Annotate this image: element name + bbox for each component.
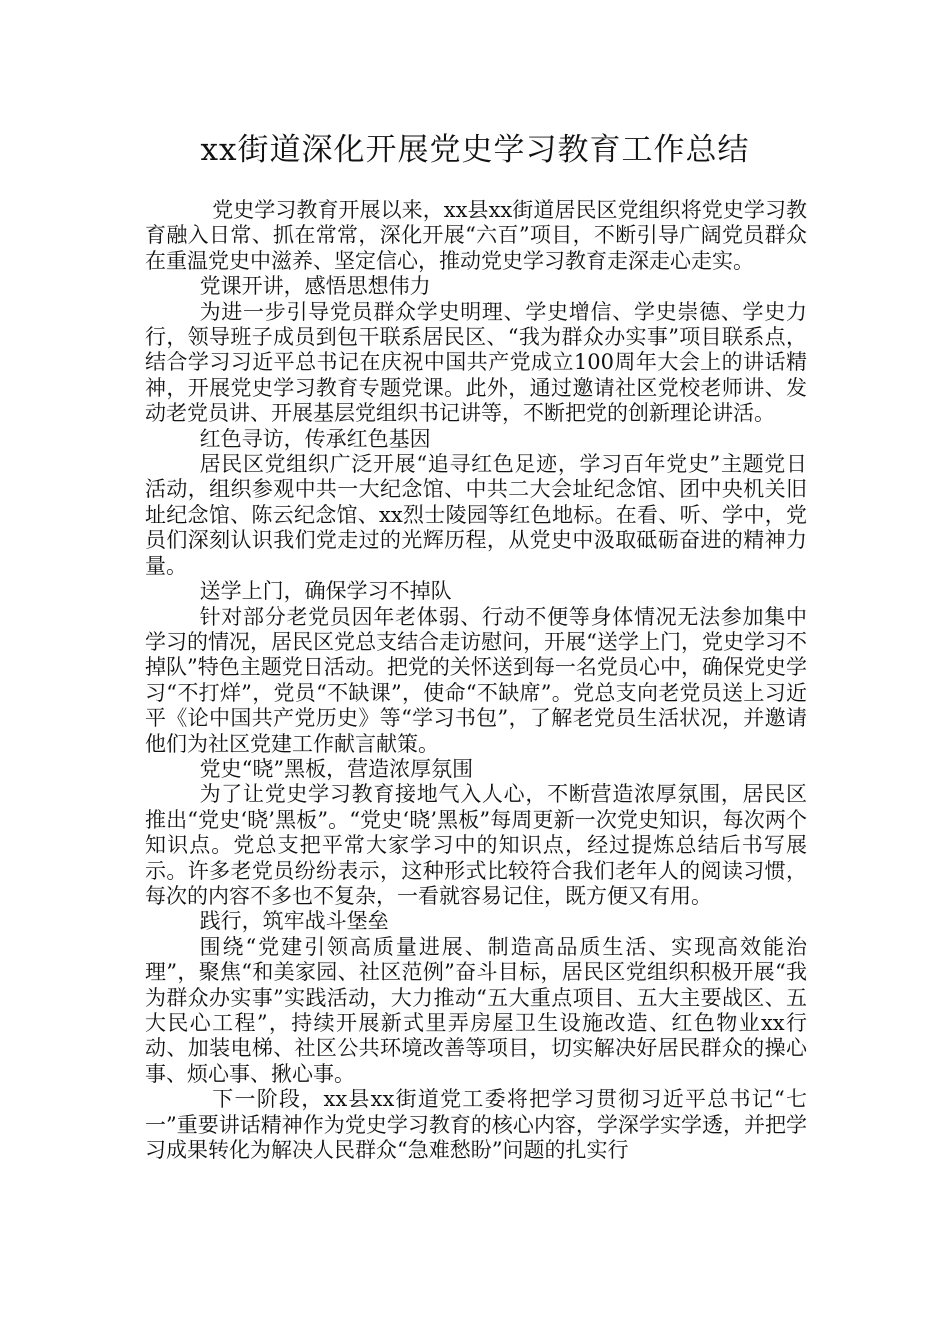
section-paragraph-1: 为进一步引导党员群众学史明理、学史增信、学史崇德、学史力行，领导班子成员到包干联系居民区、“我为群众办实事”项目联系点，结合学习习近平总书记在庆祝中国共产党成立100周年大会上的讲话精神，开展党史学习教育专题党课。此外，通过邀请社区党校老师讲、发动老党员讲、开展基层党组织书记讲等，不断把党的创新理论讲活。 [145, 299, 807, 426]
section-heading-4: 党史“晓”黑板，营造浓厚氛围 [199, 756, 474, 781]
intro-paragraph: 党史学习教育开展以来，xx县xx街道居民区党组织将党史学习教育融入日常、抓在常常，深化开展“六百”项目，不断引导广阔党员群众在重温党史中滋养、坚定信心，推动党史学习教育走深走心走实。 [145, 198, 807, 273]
document-title: xx街道深化开展党史学习教育工作总结 [200, 132, 750, 168]
section-heading-2: 红色寻访，传承红色基因 [199, 426, 431, 451]
section-paragraph-2: 居民区党组织广泛开展“追寻红色足迹，学习百年党史”主题党日活动，组织参观中共一大纪念馆、中共二大会址纪念馆、团中央机关旧址纪念馆、陈云纪念馆、xx烈士陵园等红色地标。在看、听、学中，党员们深刻认识我们党走过的光辉历程，从党史中汲取砥砺奋进的精神力量。 [145, 452, 807, 578]
section-heading-3: 送学上门，确保学习不掉队 [199, 579, 452, 604]
section-heading-1: 党课开讲，感悟思想伟力 [199, 274, 431, 299]
document-body [145, 198, 807, 1163]
section-paragraph-5: 围绕“党建引领高质量进展、制造高品质生活、实现高效能治理”，聚焦“和美家园、社区范例”奋斗目标，居民区党组织积极开展“我为群众办实事”实践活动，大力推动“五大重点项目、五大主要战区、五大民心工程”，持续开展新式里弄房屋卫生设施改造、红色物业xx行动、加装电梯、社区公共环境改善等项目，切实解决好居民群众的操心事、烦心事、揪心事。 [145, 934, 807, 1086]
section-paragraph-4: 为了让党史学习教育接地气入人心，不断营造浓厚氛围，居民区推出“党史‘晓’黑板”。“党史‘晓’黑板”每周更新一次党史知识，每次两个知识点。党总支把平常大家学习中的知识点，经过提炼总结后书写展示。许多老党员纷纷表示，这种形式比较符合我们老年人的阅读习惯，每次的内容不多也不复杂，一看就容易记住，既方便又有用。 [145, 782, 807, 908]
closing-paragraph: 下一阶段，xx县xx街道党工委将把学习贯彻习近平总书记“七一”重要讲话精神作为党史学习教育的核心内容，学深学实学透，并把学习成果转化为解决人民群众“急难愁盼”问题的扎实行 [145, 1087, 807, 1163]
section-heading-5: 践行，筑牢战斗堡垒 [199, 909, 389, 934]
section-paragraph-3: 针对部分老党员因年老体弱、行动不便等身体情况无法参加集中学习的情况，居民区党总支结合走访慰问，开展“送学上门，党史学习不掉队”特色主题党日活动。把党的关怀送到每一名党员心中，确保党史学习“不打烊”，党员“不缺课”，使命“不缺席”。党总支向老党员送上习近平《论中国共产党历史》等“学习书包”，了解老党员生活状况，并邀请他们为社区党建工作献言献策。 [145, 604, 807, 756]
